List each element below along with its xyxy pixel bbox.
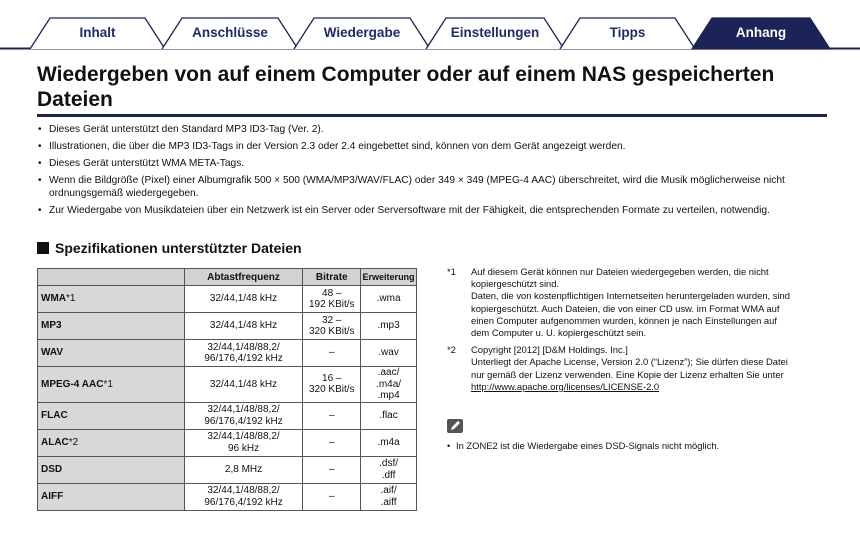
- cell-format: [38, 402, 185, 429]
- cell-extension: .mp3: [361, 313, 417, 340]
- table-body: [38, 286, 417, 511]
- tab-anschluesse[interactable]: Anschlüsse: [192, 25, 268, 40]
- footnote-line: Daten, die von kostenpflichtigen Internetseiten heruntergeladen wurden, sind: [471, 290, 790, 302]
- footnote-line: nur gemäß der Lizenz verwenden. Eine Kopie der Lizenz erhalten Sie unter: [471, 368, 784, 380]
- cell-sample-rate: 32/44,1/48 kHz: [184, 313, 303, 340]
- header-sample-rate: Abtastfrequenz: [184, 269, 303, 286]
- tab-tipps[interactable]: Tipps: [609, 25, 646, 40]
- pencil-icon-glyph: [447, 419, 463, 433]
- header-bitrate: Bitrate: [303, 269, 361, 286]
- cell-format: [38, 286, 185, 313]
- header-format: [38, 269, 185, 286]
- cell-bitrate: –: [303, 402, 361, 429]
- table-row: [38, 402, 417, 429]
- footnote-line: einen Computer aufgenommen wurden, können je nach Einstellungen auf: [471, 314, 777, 326]
- tab-bar: [0, 0, 860, 50]
- cell-sample-rate: 32/44,1/48/88,2/ 96/176,4/192 kHz: [184, 340, 303, 367]
- cell-extension: .wma: [361, 286, 417, 313]
- cell-bitrate: 32 – 320 KBit/s: [303, 313, 361, 340]
- cell-sample-rate: 32/44,1/48/88,2/ 96 kHz: [184, 429, 303, 456]
- table-row: [38, 286, 417, 313]
- section-square-icon: [37, 242, 49, 254]
- footnote-text: [471, 266, 832, 339]
- bullet-item: • Wenn die Bildgröße (Pixel) einer Albumgrafik 500 × 500 (WMA/MP3/WAV/FLAC) oder 349 × 349 (MPEG-4 AAC) überschreitet, wird die Musik möglicherweise nicht ordnungsgemäß wiedergegeben.: [37, 174, 827, 200]
- memo-text: • In ZONE2 ist die Wiedergabe eines DSD-Signals nicht möglich.: [447, 440, 719, 452]
- tab-wiedergabe[interactable]: Wiedergabe: [323, 25, 401, 40]
- cell-sample-rate: 32/44,1/48 kHz: [184, 286, 303, 313]
- format-footnote-ref: *2: [68, 436, 79, 448]
- cell-extension: .aif/ .aiff: [361, 483, 417, 510]
- cell-format: [38, 429, 185, 456]
- format-name: DSD: [41, 463, 63, 475]
- format-name: MP3: [41, 320, 62, 332]
- page-title-line2: Dateien: [37, 88, 113, 111]
- footnote-marker: *2: [447, 344, 456, 356]
- bullet-item: • Zur Wiedergabe von Musikdateien über ein Netzwerk ist ein Server oder Serversoftware mit der Fähigkeit, die entsprechenden Formate zu verteilen, notwendig.: [37, 204, 827, 217]
- cell-format: [38, 456, 185, 483]
- info-bullet-list: [37, 123, 827, 221]
- table-row: [38, 340, 417, 367]
- footnote-text: [471, 344, 832, 381]
- cell-bitrate: –: [303, 483, 361, 510]
- bullet-item: • Dieses Gerät unterstützt den Standard MP3 ID3-Tag (Ver. 2).: [37, 123, 827, 136]
- section-heading: [37, 240, 302, 256]
- format-name: AIFF: [41, 490, 64, 502]
- footnote-marker: *1: [447, 266, 456, 277]
- footnote-line: kopiergeschützt. Auch Dateien, die von einer CD usw. im Format WMA auf: [471, 302, 780, 314]
- table-row: [38, 483, 417, 510]
- title-rule: [37, 114, 827, 117]
- format-footnote-ref: *1: [66, 293, 76, 305]
- table-row: [38, 456, 417, 483]
- cell-bitrate: –: [303, 429, 361, 456]
- footnote-line: Auf diesem Gerät können nur Dateien wiedergegeben werden, die nicht: [471, 266, 769, 277]
- footnote-line: kopiergeschützt sind.: [471, 278, 560, 290]
- footnotes: [447, 266, 832, 398]
- tab-anhang[interactable]: Anhang: [735, 25, 787, 40]
- section-title: Spezifikationen unterstützter Dateien: [55, 240, 302, 256]
- cell-sample-rate: 32/44,1/48/88,2/ 96/176,4/192 kHz: [184, 402, 303, 429]
- format-name: FLAC: [41, 409, 68, 421]
- format-footnote-ref: *1: [103, 378, 113, 390]
- cell-format: [38, 340, 185, 367]
- format-name: WAV: [41, 347, 64, 359]
- file-spec-table: [37, 268, 417, 511]
- cell-bitrate: 48 – 192 KBit/s: [303, 286, 361, 313]
- cell-sample-rate: 32/44,1/48/88,2/ 96/176,4/192 kHz: [184, 483, 303, 510]
- cell-format: [38, 483, 185, 510]
- format-name: MPEG-4 AAC: [41, 378, 104, 390]
- cell-bitrate: –: [303, 340, 361, 367]
- tab-einstellungen[interactable]: Einstellungen: [450, 25, 540, 40]
- cell-format: [38, 367, 185, 403]
- cell-extension: .flac: [361, 402, 417, 429]
- pencil-icon: [447, 419, 463, 433]
- cell-extension: .aac/ .m4a/ .mp4: [361, 367, 417, 403]
- cell-extension: .wav: [361, 340, 417, 367]
- cell-sample-rate: 32/44,1/48 kHz: [184, 367, 303, 403]
- cell-extension: .dsf/ .dff: [361, 456, 417, 483]
- page-title-line1: Wiedergeben von auf einem Computer oder auf einem NAS gespeicherten: [37, 63, 775, 86]
- cell-bitrate: 16 – 320 KBit/s: [303, 367, 361, 403]
- tab-inhalt[interactable]: Inhalt: [79, 25, 116, 40]
- footnote-2: [447, 344, 832, 393]
- header-extension: Erweiterung: [361, 269, 417, 286]
- footnote-line: dem Computer u. U. kopiergeschützt sein.: [471, 327, 647, 339]
- table-row: [38, 367, 417, 403]
- table-header-row: [38, 269, 417, 286]
- cell-bitrate: –: [303, 456, 361, 483]
- table-row: [38, 313, 417, 340]
- bullet-item: • Illustrationen, die über die MP3 ID3-Tags in der Version 2.3 oder 2.4 eingebettet sind, können von dem Gerät angezeigt werden.: [37, 140, 827, 153]
- format-name: WMA: [41, 293, 66, 305]
- page-title: [37, 62, 837, 112]
- footnote-1: [447, 266, 832, 339]
- bullet-item: • Dieses Gerät unterstützt WMA META-Tags.: [37, 157, 827, 170]
- cell-extension: .m4a: [361, 429, 417, 456]
- format-name: ALAC: [41, 436, 69, 448]
- footnote-line: Unterliegt der Apache License, Version 2.0 (“Lizenz”); Sie dürfen diese Datei: [471, 356, 788, 368]
- license-link[interactable]: http://www.apache.org/licenses/LICENSE-2.0: [471, 380, 660, 392]
- table-row: [38, 429, 417, 456]
- cell-format: [38, 313, 185, 340]
- cell-sample-rate: 2,8 MHz: [184, 456, 303, 483]
- footnote-line: Copyright [2012] [D&M Holdings. Inc.]: [471, 344, 628, 356]
